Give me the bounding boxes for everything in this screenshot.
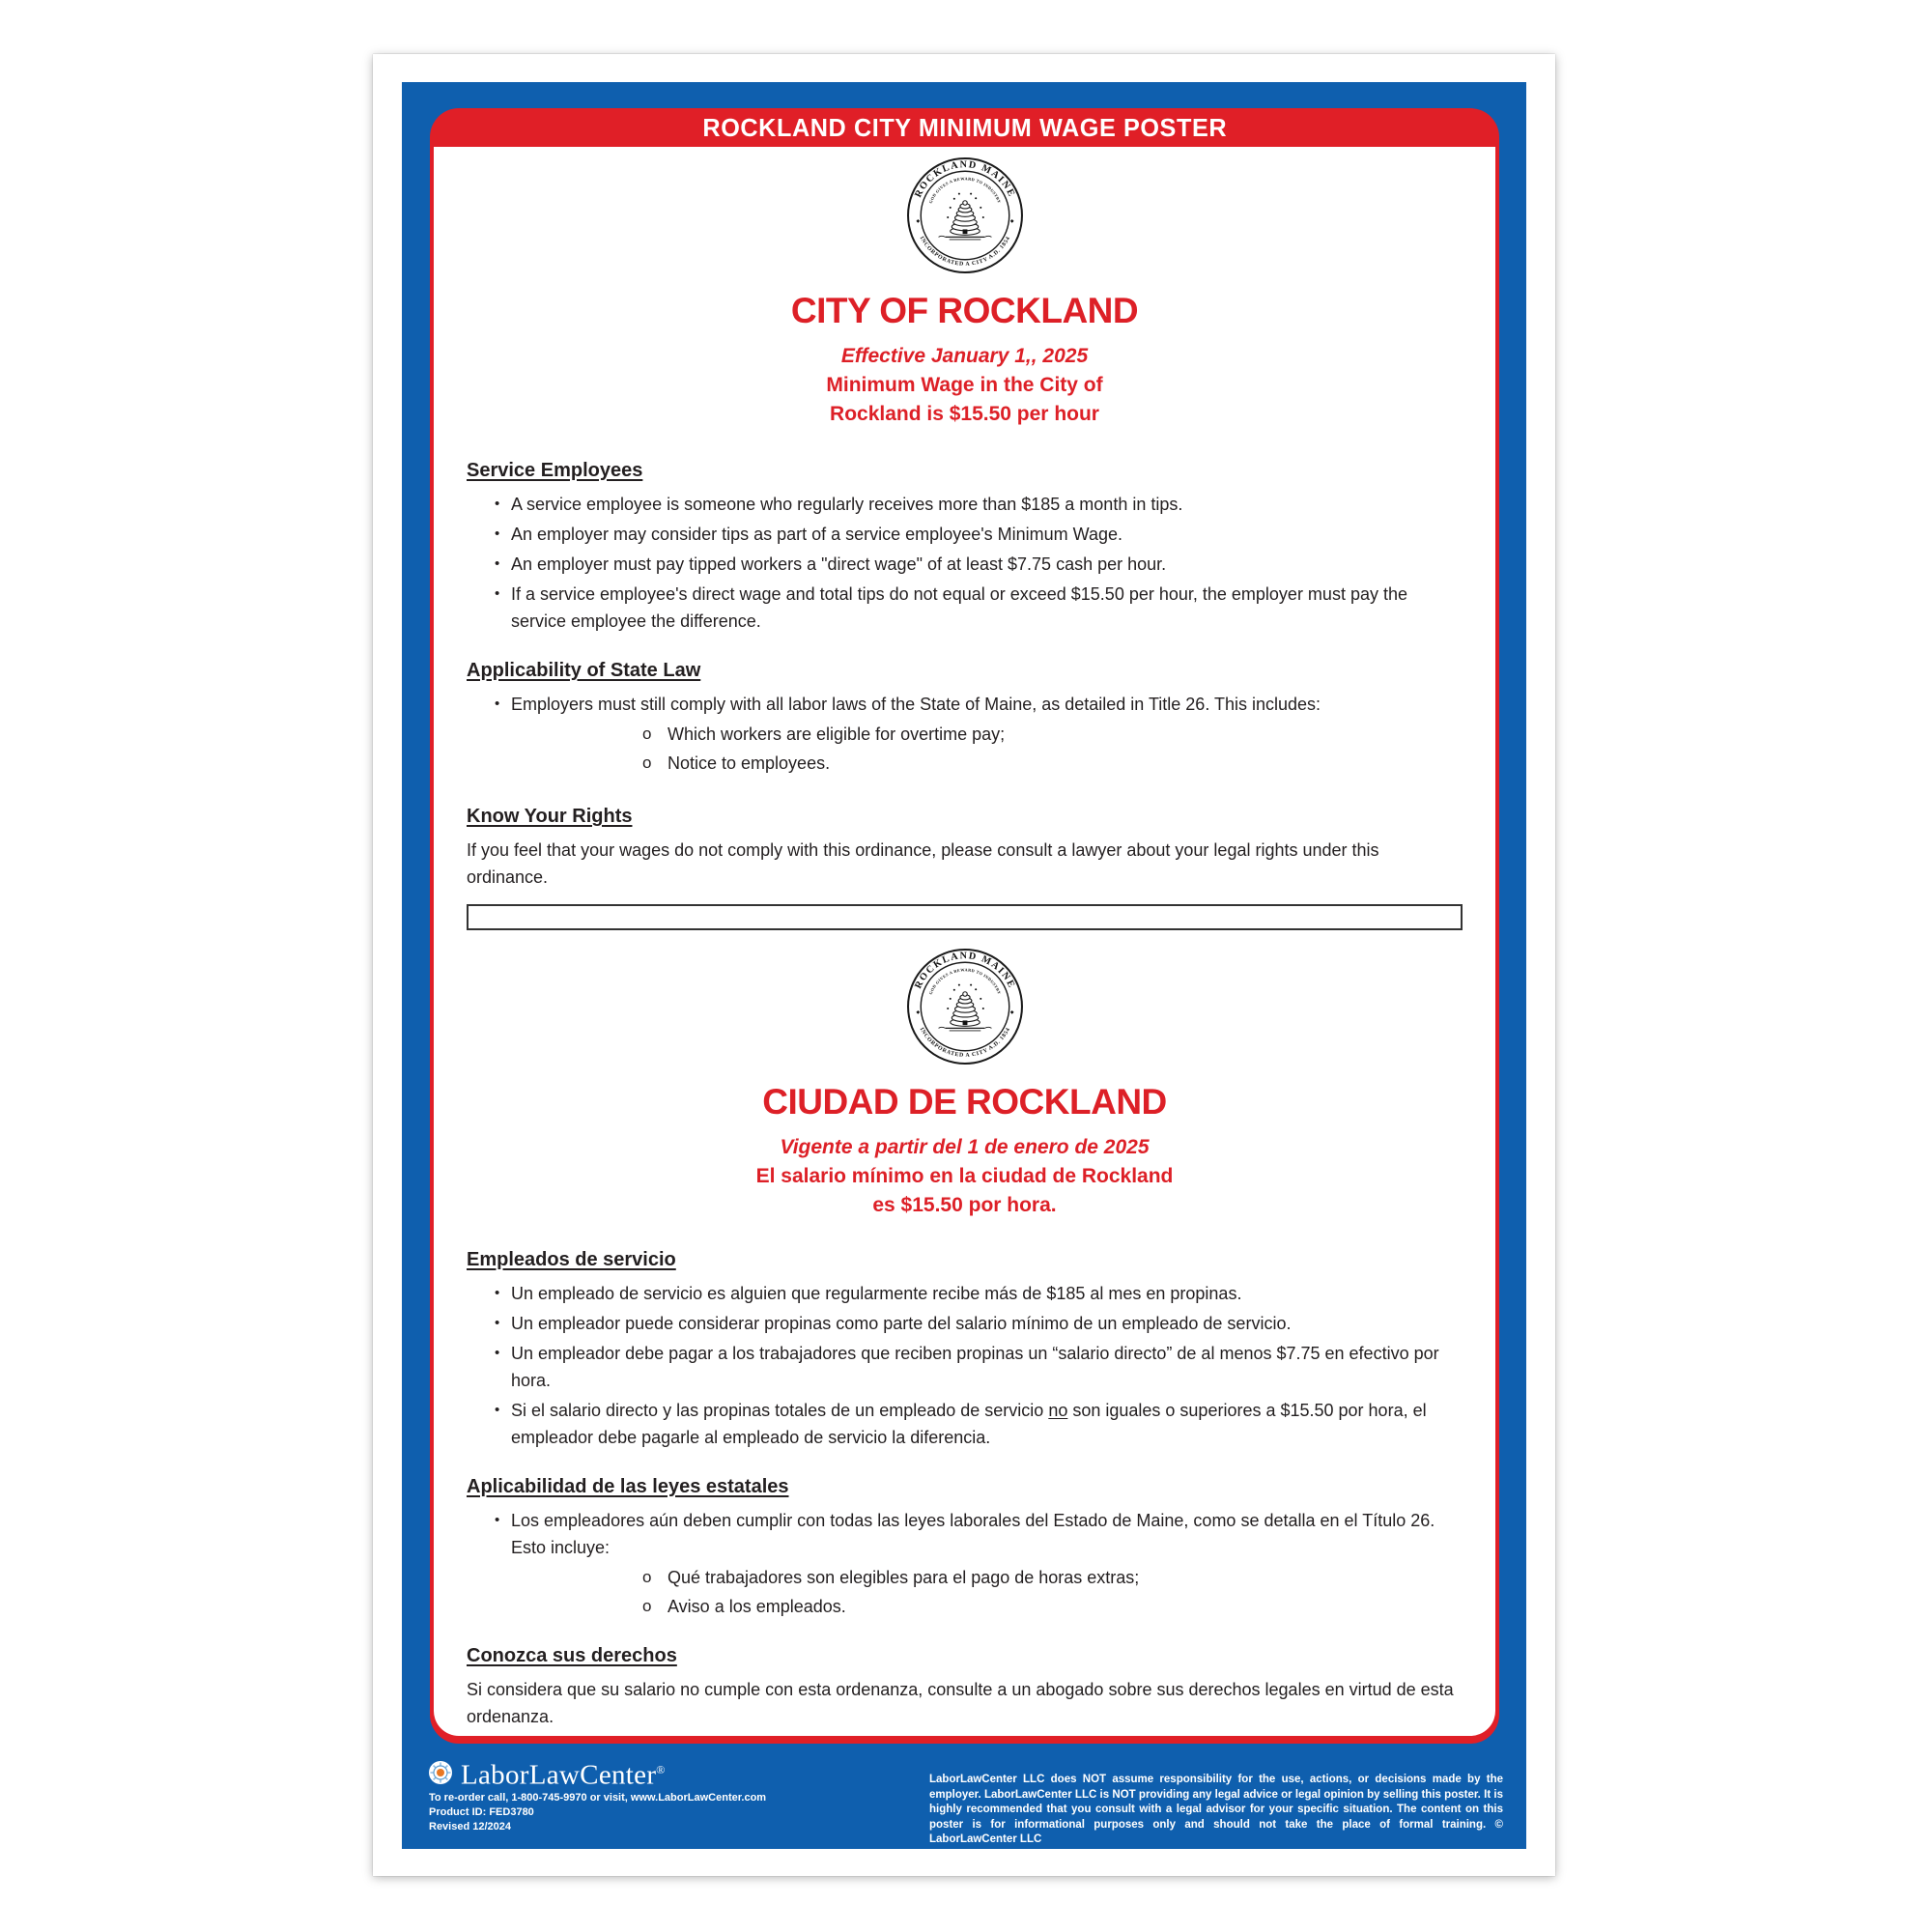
footer-contact-block — [429, 1791, 766, 1834]
poster-header-band — [430, 108, 1499, 147]
list-item: o Notice to employees. — [668, 750, 1463, 777]
list-item: • An employer must pay tipped workers a "direct wage" of at least $7.75 cash per hour. — [511, 551, 1463, 578]
svg-text:INCORPORATED A CITY A.D. 1854: INCORPORATED A CITY A.D. 1854 — [918, 235, 1011, 268]
bullet-text-underlined: no — [1048, 1401, 1068, 1420]
english-service-employees-header: Service Employees — [467, 460, 643, 481]
registered-mark: ® — [656, 1763, 666, 1776]
list-item: • Un empleador puede considerar propinas como parte del salario mínimo de un empleado de servicio. — [511, 1310, 1463, 1337]
english-effective-date: Effective January 1,, 2025 — [840, 345, 1089, 367]
spanish-wage-line-1: El salario mínimo en la ciudad de Rockland — [755, 1165, 1174, 1187]
spanish-service-employees-header: Empleados de servicio — [467, 1249, 676, 1270]
laborlawcenter-logo-icon — [428, 1760, 453, 1785]
list-item: • Un empleador debe pagar a los trabajadores que reciben propinas un “salario directo” de al menos $7.75 en efectivo por hora. — [511, 1340, 1463, 1394]
write-in-box-english — [467, 904, 1463, 930]
svg-text:GOD GIVES A REWARD TO INDUSTRY: GOD GIVES A REWARD TO INDUSTRY — [927, 176, 1002, 205]
list-item: • Los empleadores aún deben cumplir con todas las leyes laborales del Estado de Maine, como se detalla en el Título 26. Esto incluye: — [511, 1507, 1463, 1561]
poster-blue-border — [402, 82, 1526, 1849]
spanish-city-title: CIUDAD DE ROCKLAND — [762, 1082, 1167, 1122]
rockland-maine-seal-icon — [906, 948, 1024, 1065]
english-rights-paragraph: If you feel that your wages do not comply with this ordinance, please consult a lawyer about your legal rights under this ordinance. — [467, 840, 1379, 887]
city-seal-spanish — [467, 948, 1463, 1073]
brand-logo — [428, 1755, 666, 1790]
list-item: • A service employee is someone who regularly receives more than $185 a month in tips. — [511, 491, 1463, 518]
product-id-line: Product ID: FED3780 — [429, 1806, 534, 1818]
spanish-state-law-bullet-list — [467, 1507, 1463, 1561]
spanish-state-law-sub-list — [467, 1564, 1463, 1620]
poster-footer — [402, 1744, 1526, 1849]
rockland-maine-seal-icon — [906, 156, 1024, 274]
poster-page — [373, 54, 1555, 1876]
english-city-title: CITY OF ROCKLAND — [790, 291, 1139, 330]
svg-text:GOD GIVES A REWARD TO INDUSTRY: GOD GIVES A REWARD TO INDUSTRY — [927, 967, 1002, 996]
spanish-subtitle — [467, 1133, 1463, 1220]
city-seal-english — [467, 156, 1463, 282]
bullet-text-pre: Si el salario directo y las propinas totales de un empleado de servicio — [511, 1401, 1049, 1420]
spanish-rights-paragraph: Si considera que su salario no cumple con esta ordenanza, consulte a un abogado sobre sus derechos legales en virtud de esta ordenanza. — [467, 1680, 1454, 1726]
english-subtitle — [467, 342, 1463, 429]
poster-content — [434, 147, 1495, 1736]
list-item: o Which workers are eligible for overtime pay; — [668, 721, 1463, 748]
list-item: o Qué trabajadores son elegibles para el pago de horas extras; — [668, 1564, 1463, 1591]
reorder-line: To re-order call, 1-800-745-9970 or visit, www.LaborLawCenter.com — [429, 1792, 767, 1804]
brand-name — [461, 1755, 666, 1790]
english-wage-line-1: Minimum Wage in the City of — [826, 374, 1103, 396]
list-item: o Aviso a los empleados. — [668, 1593, 1463, 1620]
svg-text:ROCKLAND MAINE: ROCKLAND MAINE — [912, 951, 1017, 991]
list-item: • If a service employee's direct wage and total tips do not equal or exceed $15.50 per hour, the employer must pay the service employee the difference. — [511, 581, 1463, 635]
poster-red-frame — [430, 108, 1499, 1744]
spanish-effective-date: Vigente a partir del 1 de enero de 2025 — [780, 1136, 1150, 1158]
spanish-know-your-rights-header: Conozca sus derechos — [467, 1645, 677, 1666]
svg-text:INCORPORATED A CITY A.D. 1854: INCORPORATED A CITY A.D. 1854 — [918, 1026, 1011, 1059]
english-wage-line-2: Rockland is $15.50 per hour — [830, 403, 1099, 425]
spanish-state-law-header: Aplicabilidad de las leyes estatales — [467, 1476, 789, 1497]
english-state-law-bullet-list — [467, 691, 1463, 718]
svg-text:ROCKLAND MAINE: ROCKLAND MAINE — [912, 159, 1017, 200]
spanish-service-bullet-list — [467, 1280, 1463, 1451]
list-item: • Un empleado de servicio es alguien que regularmente recibe más de $185 al mes en propinas. — [511, 1280, 1463, 1307]
revised-line: Revised 12/2024 — [429, 1821, 512, 1833]
list-item: • Employers must still comply with all labor laws of the State of Maine, as detailed in Title 26. This includes: — [511, 691, 1463, 718]
english-state-law-header: Applicability of State Law — [467, 660, 701, 681]
brand-text: LaborLawCenter — [461, 1759, 657, 1791]
spanish-wage-line-2: es $15.50 por hora. — [872, 1194, 1057, 1216]
list-item — [511, 1397, 1463, 1451]
english-service-bullet-list — [467, 491, 1463, 635]
poster-title: ROCKLAND CITY MINIMUM WAGE POSTER — [702, 112, 1227, 142]
english-state-law-sub-list — [467, 721, 1463, 777]
footer-disclaimer: LaborLawCenter LLC does NOT assume responsibility for the use, actions, or decisions made by the employer. LaborLawCenter LLC is NOT providing any legal advice or legal opinion by selling this poster. It is highly recommended that you consult with a legal advisor for your specific situation. The content on this poster is for informational purposes only and should not take the place of formal training. © LaborLawCenter LLC — [929, 1774, 1503, 1845]
bullet-text-post: son iguales o superiores a $15.50 por hora, el empleador debe pagarle al empleado de servicio la diferencia. — [511, 1401, 1427, 1447]
list-item: • An employer may consider tips as part of a service employee's Minimum Wage. — [511, 521, 1463, 548]
english-know-your-rights-header: Know Your Rights — [467, 806, 633, 827]
